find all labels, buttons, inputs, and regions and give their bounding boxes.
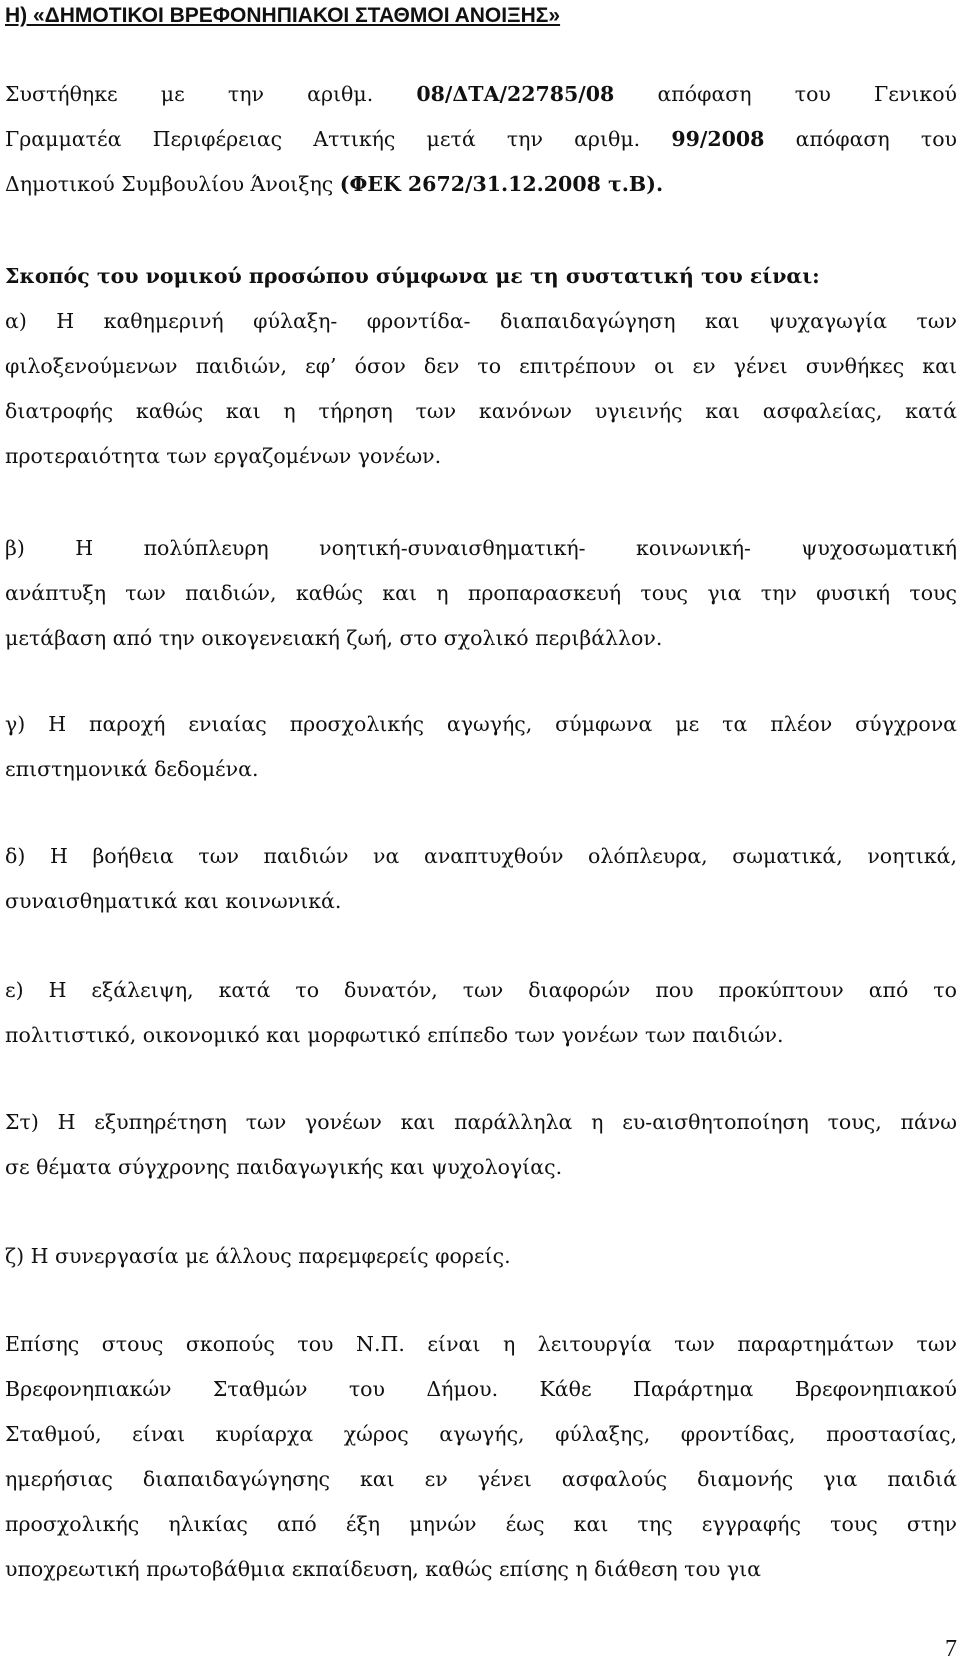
paragraph-line: δ) Η βοήθεια των παιδιών να αναπτυχθούν ολόπλευρα, σωματικά, νοητικά, <box>5 844 957 868</box>
goal-st-paragraph <box>5 1100 957 1190</box>
paragraph-line: υποχρεωτική πρωτοβάθμια εκπαίδευση, καθώς επίσης η διάθεση του για <box>5 1557 761 1581</box>
goal-b-paragraph <box>5 526 957 661</box>
paragraph-line: μετάβαση από την οικογενειακή ζωή, στο σχολικό περιβάλλον. <box>5 626 663 650</box>
paragraph-line: Βρεφονηπιακών Σταθμών του Δήμου. Κάθε Παράρτημα Βρεφονηπιακού <box>5 1377 957 1401</box>
paragraph-line: Στ) Η εξυπηρέτηση των γονέων και παράλληλα η ευ-αισθητοποίηση τους, πάνω <box>5 1110 957 1134</box>
paragraph-line: συναισθηματικά και κοινωνικά. <box>5 889 342 913</box>
section-heading: Η) «ΔΗΜΟΤΙΚΟΙ ΒΡΕΦΟΝΗΠΙΑΚΟΙ ΣΤΑΘΜΟΙ ΑΝΟΙΞΗΣ» <box>5 4 561 27</box>
goal-a-paragraph <box>5 299 957 479</box>
intro-line-3: Δημοτικού Συμβουλίου Άνοιξης (ΦΕΚ 2672/31.12.2008 τ.Β). <box>5 172 664 196</box>
goal-d-paragraph <box>5 834 957 924</box>
intro-line-2: Γραμματέα Περιφέρειας Αττικής μετά την αριθμ. 99/2008 απόφαση του <box>5 127 957 151</box>
paragraph-line: σε θέματα σύγχρονης παιδαγωγικής και ψυχολογίας. <box>5 1155 563 1179</box>
goals-section <box>5 254 957 299</box>
paragraph-line: προτεραιότητα των εργαζομένων γονέων. <box>5 444 442 468</box>
goal-c-paragraph <box>5 702 957 792</box>
goals-heading: Σκοπός του νομικού προσώπου σύμφωνα με τη συστατική του είναι: <box>5 264 820 288</box>
paragraph-line: προσχολικής ηλικίας από έξη μηνών έως και της εγγραφής τους στην <box>5 1512 957 1536</box>
paragraph-line: φιλοξενούμενων παιδιών, εφ’ όσον δεν το επιτρέπουν οι εν γένει συνθήκες και <box>5 354 957 378</box>
intro-line-1: Συστήθηκε με την αριθμ. 08/ΔΤΑ/22785/08 απόφαση του Γενικού <box>5 82 957 106</box>
paragraph-line: επιστημονικά δεδομένα. <box>5 757 259 781</box>
page-number: 7 <box>945 1636 957 1662</box>
paragraph-line: α) Η καθημερινή φύλαξη- φροντίδα- διαπαιδαγώγηση και ψυχαγωγία των <box>5 309 957 333</box>
paragraph-line: ζ) Η συνεργασία με άλλους παρεμφερείς φορείς. <box>5 1244 511 1268</box>
paragraph-line: γ) Η παροχή ενιαίας προσχολικής αγωγής, σύμφωνα με τα πλέον σύγχρονα <box>5 712 957 736</box>
paragraph-line: Σταθμού, είναι κυρίαρχα χώρος αγωγής, φύλαξης, φροντίδας, προστασίας, <box>5 1422 957 1446</box>
paragraph-line: ημερήσιας διαπαιδαγώγησης και εν γένει ασφαλούς διαμονής για παιδιά <box>5 1467 957 1491</box>
intro-paragraph <box>5 72 957 207</box>
paragraph-line: ανάπτυξη των παιδιών, καθώς και η προπαρασκευή τους για την φυσική τους <box>5 581 957 605</box>
goal-e-paragraph <box>5 968 957 1058</box>
paragraph-line: β) Η πολύπλευρη νοητική-συναισθηματική- κοινωνική- ψυχοσωματική <box>5 536 957 560</box>
paragraph-line: ε) Η εξάλειψη, κατά το δυνατόν, των διαφορών που προκύπτουν από το <box>5 978 957 1002</box>
paragraph-line: διατροφής καθώς και η τήρηση των κανόνων υγιεινής και ασφαλείας, κατά <box>5 399 957 423</box>
goal-z-paragraph <box>5 1234 957 1279</box>
additional-goals-paragraph <box>5 1322 957 1592</box>
paragraph-line: Επίσης στους σκοπούς του Ν.Π. είναι η λειτουργία των παραρτημάτων των <box>5 1332 957 1356</box>
paragraph-line: πολιτιστικό, οικονομικό και μορφωτικό επίπεδο των γονέων των παιδιών. <box>5 1023 784 1047</box>
